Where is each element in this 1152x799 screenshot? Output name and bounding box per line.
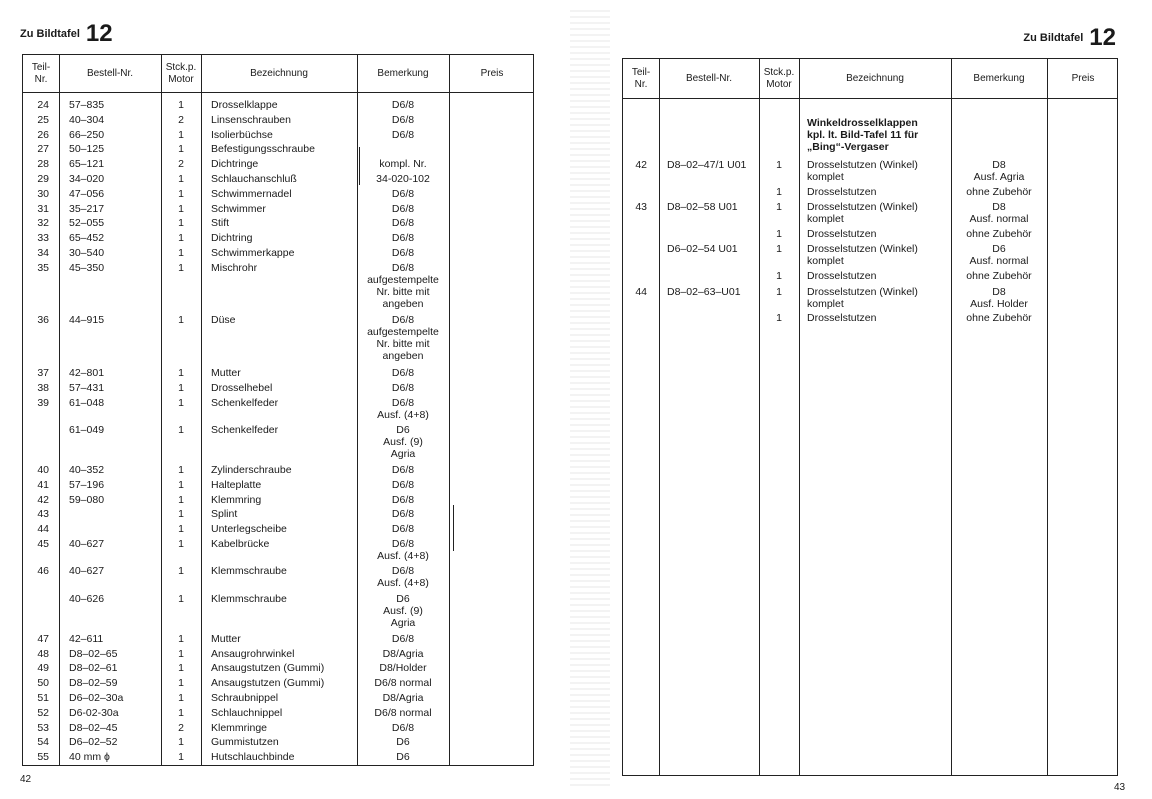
- cell-bezeichnung: Drosselstutzen (Winkel) komplet: [807, 201, 918, 226]
- section-title-line: kpl. lt. Bild-Tafel 11 für: [807, 129, 919, 141]
- cell-bestell-nr: D8–02–58 U01: [667, 201, 738, 214]
- cell-bemerkung: D6/8 Ausf. (4+8): [377, 565, 429, 590]
- cell-stueck: 1: [178, 128, 184, 141]
- col-stck-motor: Stck.p. Motor: [165, 61, 197, 85]
- col-bestell-nr: Bestell-Nr.: [86, 67, 134, 79]
- cell-bemerkung: ohne Zubehör: [966, 270, 1032, 283]
- cell-stueck: 1: [776, 159, 782, 171]
- cell-stueck: 1: [178, 677, 184, 690]
- cell-bezeichnung: Klemmschraube: [211, 592, 287, 605]
- col-bezeichnung: Bezeichnung: [250, 67, 308, 79]
- cell-teil-nr: 48: [37, 647, 49, 660]
- cell-teil-nr: 53: [37, 721, 49, 734]
- cell-teil-nr: 37: [37, 367, 49, 379]
- cell-stueck: 1: [178, 647, 184, 660]
- cell-bemerkung: ohne Zubehör: [966, 228, 1032, 240]
- cell-teil-nr: 36: [37, 314, 49, 327]
- cell-bezeichnung: Klemmschraube: [211, 565, 287, 578]
- cell-bemerkung: D6/8: [391, 721, 415, 734]
- cell-bezeichnung: Halteplatte: [211, 478, 262, 491]
- cell-stueck: 1: [776, 270, 782, 283]
- cell-bestell-nr: 61–048: [69, 396, 105, 409]
- cell-stueck: 1: [178, 538, 184, 550]
- right-header-number: 12: [1089, 24, 1116, 51]
- cell-bemerkung: D6/8: [391, 232, 415, 245]
- cell-bemerkung: D6/8: [391, 478, 415, 491]
- cell-stueck: 1: [178, 508, 184, 521]
- left-header-number: 12: [85, 20, 113, 47]
- cell-bezeichnung: Drosselstutzen: [807, 270, 877, 283]
- cell-teil-nr: 29: [37, 173, 49, 185]
- cell-bestell-nr: 57–196: [69, 478, 105, 491]
- cell-teil-nr: 42: [37, 493, 49, 506]
- cell-bestell-nr: 45–350: [69, 261, 105, 274]
- cell-bemerkung: ohne Zubehör: [966, 312, 1032, 325]
- cell-bestell-nr: 34–020: [69, 173, 105, 185]
- cell-bezeichnung: Splint: [211, 508, 238, 521]
- cell-bezeichnung: Ansaugrohrwinkel: [211, 647, 295, 660]
- cell-bestell-nr: 44–915: [69, 314, 105, 327]
- left-page: [0, 0, 560, 799]
- cell-stueck: 2: [178, 113, 184, 126]
- cell-bestell-nr: D6–02–52: [69, 736, 118, 749]
- cell-stueck: 1: [178, 478, 184, 491]
- cell-bezeichnung: Dichtringe: [211, 158, 259, 171]
- left-header: [20, 20, 113, 48]
- cell-bemerkung: D8/Agria: [382, 647, 424, 660]
- cell-teil-nr: 42: [635, 159, 647, 171]
- col-bestell-nr: Bestell-Nr.: [685, 72, 733, 84]
- cell-stueck: 1: [178, 706, 184, 719]
- cell-stueck: 1: [776, 312, 782, 325]
- cell-bemerkung: D6/8 aufgestempelte Nr. bitte mit angeben: [367, 314, 439, 363]
- cell-teil-nr: 25: [37, 113, 49, 126]
- cell-bestell-nr: 42–611: [69, 632, 104, 645]
- cell-bemerkung: D6/8: [391, 632, 415, 645]
- cell-bemerkung: D6/8 normal: [374, 706, 432, 719]
- cell-bestell-nr: 50–125: [69, 143, 105, 156]
- cell-bemerkung: D6/8: [391, 381, 415, 394]
- cell-bemerkung: D6/8: [391, 247, 415, 259]
- col-stck-motor: Stck.p. Motor: [763, 66, 795, 90]
- section-title-line: Winkeldrosselklappen: [807, 117, 918, 129]
- col-teil-nr: Teil- Nr.: [31, 61, 51, 85]
- right-page-number: 43: [1114, 782, 1126, 793]
- cell-bemerkung: D6/8 aufgestempelte Nr. bitte mit angeben: [367, 261, 439, 310]
- cell-bezeichnung: Drosselstutzen: [807, 312, 877, 325]
- cell-stueck: 1: [178, 99, 184, 111]
- cell-stueck: 1: [178, 367, 184, 379]
- col-bezeichnung: Bezeichnung: [846, 72, 904, 84]
- cell-bemerkung: D6/8: [391, 217, 415, 230]
- cell-bezeichnung: Schraubnippel: [211, 692, 279, 704]
- section-title-line: „Bing“-Vergaser: [807, 141, 889, 153]
- cell-teil-nr: 27: [37, 143, 49, 156]
- cell-bezeichnung: Schlauchnippel: [211, 706, 283, 719]
- cell-bemerkung: D6 Ausf. (9) Agria: [383, 424, 423, 460]
- cell-bezeichnung: Drosselstutzen: [807, 185, 877, 198]
- cell-bemerkung: D6/8 Ausf. (4+8): [377, 396, 429, 421]
- cell-stueck: 1: [178, 736, 184, 749]
- cell-bestell-nr: D8–02–65: [69, 647, 118, 660]
- col-preis: Preis: [1071, 72, 1095, 84]
- cell-bestell-nr: D8–02–47/1 U01: [667, 159, 747, 171]
- cell-stueck: 1: [178, 424, 184, 436]
- cell-bestell-nr: 57–835: [69, 99, 105, 111]
- cell-teil-nr: 43: [635, 201, 647, 214]
- cell-stueck: 1: [178, 187, 184, 200]
- cell-bestell-nr: 30–540: [69, 247, 105, 259]
- cell-bezeichnung: Gummistutzen: [211, 736, 279, 749]
- right-header-label: Zu Bildtafel: [1023, 32, 1084, 44]
- cell-teil-nr: 55: [37, 751, 49, 764]
- cell-bezeichnung: Befestigungsschraube: [211, 143, 315, 156]
- cell-bezeichnung: Schlauchanschluß: [211, 173, 297, 185]
- cell-bestell-nr: D6-02-30a: [69, 706, 119, 719]
- cell-bezeichnung: Drosselstutzen: [807, 228, 877, 240]
- col-bemerkung: Bemerkung: [377, 67, 429, 79]
- cell-teil-nr: 39: [37, 396, 49, 409]
- cell-bemerkung: D6/8: [391, 113, 415, 126]
- cell-stueck: 1: [178, 232, 184, 245]
- col-teil-nr: Teil- Nr.: [631, 66, 651, 90]
- cell-stueck: 1: [178, 662, 184, 675]
- cell-bezeichnung: Mutter: [211, 632, 241, 645]
- cell-bezeichnung: Unterlegscheibe: [211, 523, 287, 536]
- cell-stueck: 1: [178, 202, 184, 215]
- cell-bezeichnung: Schwimmerkappe: [211, 247, 295, 259]
- left-header-label: Zu Bildtafel: [20, 28, 80, 40]
- cell-teil-nr: 47: [37, 632, 49, 645]
- cell-stueck: 1: [178, 143, 184, 156]
- cell-bestell-nr: D6–02–30a: [69, 692, 124, 704]
- cell-stueck: 1: [178, 261, 184, 274]
- cell-bezeichnung: Linsenschrauben: [211, 113, 291, 126]
- cell-stueck: 1: [178, 751, 184, 764]
- cell-stueck: 1: [776, 285, 782, 298]
- cell-bezeichnung: Klemmringe: [211, 721, 268, 734]
- cell-bestell-nr: 52–055: [69, 217, 105, 230]
- cell-stueck: 1: [178, 217, 184, 230]
- cell-bezeichnung: Mischrohr: [211, 261, 258, 274]
- cell-bemerkung: D6/8: [391, 367, 415, 379]
- cell-bestell-nr: 47–056: [69, 187, 105, 200]
- cell-teil-nr: 50: [37, 677, 49, 690]
- cell-bestell-nr: 40–627: [69, 538, 105, 550]
- cell-stueck: 1: [776, 243, 782, 256]
- cell-stueck: 1: [178, 592, 184, 605]
- cell-bezeichnung: Drosselklappe: [211, 99, 278, 111]
- cell-teil-nr: 33: [37, 232, 49, 245]
- cell-teil-nr: 31: [37, 202, 49, 215]
- cell-bestell-nr: D8–02–61: [69, 662, 118, 675]
- cell-teil-nr: 46: [37, 565, 49, 578]
- cell-bestell-nr: 57–431: [69, 381, 105, 394]
- cell-teil-nr: 32: [37, 217, 49, 230]
- cell-teil-nr: 28: [37, 158, 49, 171]
- cell-bezeichnung: Stift: [211, 217, 230, 230]
- cell-bezeichnung: Schwimmer: [211, 202, 266, 215]
- cell-teil-nr: 43: [37, 508, 49, 521]
- cell-bemerkung: D6/8: [391, 493, 415, 506]
- cell-bestell-nr: 40 mm ϕ: [69, 751, 110, 764]
- cell-bestell-nr: D8–02–45: [69, 721, 118, 734]
- cell-teil-nr: 30: [37, 187, 49, 200]
- cell-teil-nr: 49: [37, 662, 49, 675]
- cell-bestell-nr: 40–352: [69, 464, 105, 476]
- col-preis: Preis: [480, 67, 504, 79]
- cell-bestell-nr: 61–049: [69, 424, 105, 436]
- cell-stueck: 1: [178, 632, 184, 645]
- cell-bemerkung: D6/8: [391, 523, 415, 536]
- cell-bestell-nr: 59–080: [69, 493, 105, 506]
- cell-bemerkung: D8/Agria: [382, 692, 424, 704]
- cell-bezeichnung: Ansaugstutzen (Gummi): [211, 662, 325, 675]
- cell-stueck: 1: [178, 464, 184, 476]
- cell-teil-nr: 38: [37, 381, 49, 394]
- cell-bemerkung: D6/8: [391, 99, 415, 111]
- cell-bemerkung: D6: [396, 736, 410, 749]
- cell-teil-nr: 52: [37, 706, 49, 719]
- cell-teil-nr: 40: [37, 464, 49, 476]
- cell-teil-nr: 35: [37, 261, 49, 274]
- cell-bezeichnung: Drosselstutzen (Winkel) komplet: [807, 159, 918, 183]
- cell-teil-nr: 41: [37, 478, 49, 491]
- right-header: [1023, 24, 1116, 52]
- cell-bestell-nr: 40–304: [69, 113, 105, 126]
- cell-stueck: 2: [178, 158, 184, 171]
- cell-stueck: 1: [178, 173, 184, 185]
- cell-bemerkung: kompl. Nr.: [379, 158, 427, 171]
- cell-bemerkung: D6/8: [391, 128, 415, 141]
- cell-bemerkung: D6 Ausf. (9) Agria: [383, 592, 423, 629]
- cell-bestell-nr: D8–02–63–U01: [667, 285, 741, 298]
- cell-bezeichnung: Drosselstutzen (Winkel) komplet: [807, 285, 918, 310]
- cell-bezeichnung: Klemmring: [211, 493, 262, 506]
- cell-stueck: 1: [178, 692, 184, 704]
- cell-stueck: 1: [178, 565, 184, 578]
- cell-bezeichnung: Isolierbüchse: [211, 128, 273, 141]
- cell-bestell-nr: 42–801: [69, 367, 105, 379]
- cell-bestell-nr: 40–626: [69, 592, 105, 605]
- cell-bemerkung: ohne Zubehör: [966, 185, 1032, 198]
- cell-stueck: 1: [178, 523, 184, 536]
- right-page: [600, 0, 1152, 799]
- cell-teil-nr: 26: [37, 128, 49, 141]
- cell-bemerkung: D6/8: [391, 508, 415, 521]
- cell-stueck: 1: [776, 201, 782, 214]
- cell-bemerkung: D8 Ausf. Agria: [973, 159, 1025, 183]
- cell-bemerkung: D8 Ausf. Holder: [970, 285, 1028, 310]
- cell-bezeichnung: Schwimmernadel: [211, 187, 292, 200]
- cell-bestell-nr: 40–627: [69, 565, 105, 578]
- cell-bestell-nr: 35–217: [69, 202, 105, 215]
- cell-teil-nr: 54: [37, 736, 49, 749]
- left-page-number: 42: [20, 774, 32, 785]
- cell-bemerkung: D8 Ausf. normal: [969, 201, 1029, 226]
- cell-bemerkung: D6/8 normal: [374, 677, 432, 690]
- cell-stueck: 1: [178, 381, 184, 394]
- col-bemerkung: Bemerkung: [973, 72, 1025, 84]
- cell-bezeichnung: Ansaugstutzen (Gummi): [211, 677, 325, 690]
- cell-bestell-nr: 65–452: [69, 232, 105, 245]
- cell-bezeichnung: Schenkelfeder: [211, 396, 279, 409]
- cell-teil-nr: 24: [37, 99, 49, 111]
- cell-bezeichnung: Hutschlauchbinde: [211, 751, 295, 764]
- cell-bemerkung: D6 Ausf. normal: [969, 243, 1029, 268]
- left-parts-table: [22, 54, 534, 766]
- cell-bemerkung: D8/Holder: [379, 662, 427, 675]
- cell-bemerkung: 34-020-102: [376, 173, 430, 185]
- cell-bezeichnung: Drosselstutzen (Winkel) komplet: [807, 243, 918, 268]
- cell-bezeichnung: Mutter: [211, 367, 241, 379]
- cell-stueck: 1: [776, 185, 782, 198]
- cell-teil-nr: 44: [635, 285, 647, 298]
- cell-bestell-nr: 65–121: [69, 158, 105, 171]
- cell-bezeichnung: Dichtring: [211, 232, 253, 245]
- cell-teil-nr: 51: [37, 692, 49, 704]
- cell-bestell-nr: D6–02–54 U01: [667, 243, 738, 256]
- cell-bezeichnung: Drosselhebel: [211, 381, 273, 394]
- cell-teil-nr: 34: [37, 247, 49, 259]
- cell-bestell-nr: 66–250: [69, 128, 105, 141]
- cell-bezeichnung: Kabelbrücke: [211, 538, 270, 550]
- cell-bemerkung: D6/8: [391, 202, 415, 215]
- cell-bemerkung: D6: [396, 751, 410, 764]
- cell-bemerkung: D6/8 Ausf. (4+8): [377, 538, 429, 562]
- cell-stueck: 1: [178, 247, 184, 259]
- cell-bestell-nr: D8–02–59: [69, 677, 118, 690]
- cell-bemerkung: D6/8: [391, 187, 415, 200]
- cell-stueck: 2: [178, 721, 184, 734]
- cell-bemerkung: D6/8: [391, 464, 415, 476]
- cell-bezeichnung: Zylinderschraube: [211, 464, 292, 476]
- cell-teil-nr: 45: [37, 538, 49, 550]
- cell-stueck: 1: [776, 228, 782, 240]
- cell-teil-nr: 44: [37, 523, 49, 536]
- cell-stueck: 1: [178, 396, 184, 409]
- cell-bezeichnung: Düse: [211, 314, 236, 327]
- right-parts-table: [622, 58, 1118, 776]
- cell-stueck: 1: [178, 493, 184, 506]
- cell-bezeichnung: Schenkelfeder: [211, 424, 279, 436]
- cell-stueck: 1: [178, 314, 184, 327]
